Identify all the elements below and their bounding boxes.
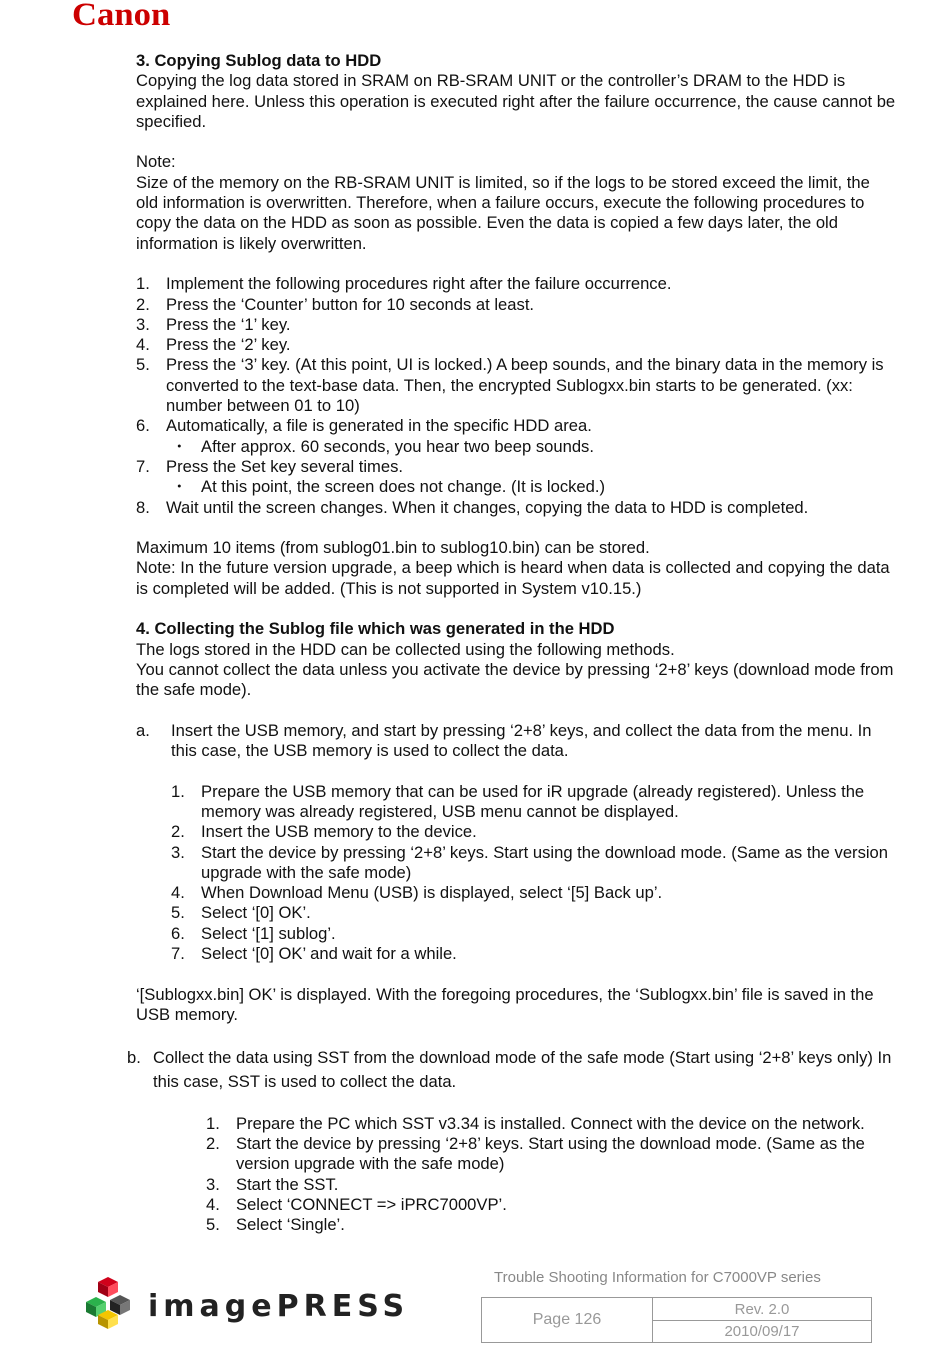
section-3-heading: 3. Copying Sublog data to HDD (136, 51, 382, 70)
list-item: 1. Prepare the USB memory that can be used for iR upgrade (already registered). Unless the memory was already registered, USB menu cannot be displayed. (171, 781, 865, 821)
list-item: 6. Automatically, a file is generated in the specific HDD area. (136, 416, 592, 436)
document-body (127, 51, 896, 1236)
list-item: 3. Press the ‘1’ key. (136, 314, 291, 334)
note-text: Size of the memory on the RB-SRAM UNIT is limited, so if the logs to be stored exceed the limit, the old information is overwritten. Therefore, when a failure occurs, execute the following procedures to copy the data on the HDD as soon as possible. Even the data is copied a few days later, the old information is likely overwritten. (136, 172, 870, 253)
canon-logo: Canon (72, 0, 171, 33)
imagepress-logo (86, 1275, 426, 1330)
list-item: 5. Press the ‘3’ key. (At this point, UI is locked.) A beep sounds, and the binary data in the memory is converted to the text-base data. Then, the encrypted Sublogxx.bin starts to be generated. (xx: number between 01 to 10) (136, 355, 884, 416)
list-item: 2. Start the device by pressing ‘2+8’ keys. Start using the download mode. (Same as the version upgrade with the safe mode) (206, 1134, 865, 1174)
bullet-item: ・ After approx. 60 seconds, you hear two beep sounds. (171, 436, 594, 456)
footer-info-table (481, 1297, 872, 1343)
list-item: 2. Insert the USB memory to the device. (171, 822, 477, 842)
section-3-steps (136, 274, 896, 518)
section-3-intro: Copying the log data stored in SRAM on RB-SRAM UNIT or the controller’s DRAM to the HDD is explained here. Unless this operation is executed right after the failure occurrence, the cause cannot be specified. (136, 71, 896, 131)
footer-document-title: Trouble Shooting Information for C7000VP series (494, 1269, 821, 1286)
list-item: 4. Press the ‘2’ key. (136, 335, 291, 355)
method-b: b. Collect the data using SST from the download mode of the safe mode (Start using ‘2+8’ keys only) In this case, SST is used to collect the data. (127, 1047, 892, 1091)
imagepress-wordmark: imagePRESS (148, 1289, 410, 1324)
bullet-item: ・ At this point, the screen does not change. (It is locked.) (171, 477, 606, 497)
method-b-steps (136, 1114, 896, 1236)
section-4-heading: 4. Collecting the Sublog file which was generated in the HDD (136, 619, 615, 639)
section-4-line-2: You cannot collect the data unless you activate the device by pressing ‘2+8’ keys (download mode from the safe mode). (136, 659, 894, 700)
list-item: 4. Select ‘CONNECT => iPRC7000VP’. (206, 1195, 507, 1215)
revision-date: 2010/09/17 (724, 1323, 800, 1340)
list-item: 5. Select ‘[0] OK’. (171, 903, 311, 923)
page-number: Page 126 (482, 1298, 653, 1342)
list-item: 7. Select ‘[0] OK’ and wait for a while. (171, 944, 457, 964)
note-2-text: Note: In the future version upgrade, a beep which is heard when data is collected and copying the data is completed will be added. (This is not supported in System v10.15.) (136, 558, 890, 598)
imagepress-cube-icon (86, 1275, 142, 1330)
list-item: 4. When Download Menu (USB) is displayed, select ‘[5] Back up’. (171, 883, 663, 903)
max-items-text: Maximum 10 items (from sublog01.bin to sublog10.bin) can be stored. (136, 538, 650, 558)
list-item: 2. Press the ‘Counter’ button for 10 seconds at least. (136, 294, 535, 314)
method-a: a. Insert the USB memory, and start by pressing ‘2+8’ keys, and collect the data from the menu. In this case, the USB memory is used to collect the data. (136, 720, 872, 761)
list-item: 3. Start the device by pressing ‘2+8’ keys. Start using the download mode. (Same as the version upgrade with the safe mode) (171, 842, 889, 882)
list-item: 7. Press the Set key several times. (136, 456, 404, 476)
revision: Rev. 2.0 (653, 1298, 871, 1321)
list-item: 6. Select ‘[1] sublog’. (171, 923, 336, 943)
list-item: 5. Select ‘Single’. (206, 1215, 345, 1235)
method-a-result: ‘[Sublogxx.bin] OK’ is displayed. With the foregoing procedures, the ‘Sublogxx.bin’ file is saved in the USB memory. (136, 984, 874, 1024)
note-label: Note: (136, 152, 176, 172)
list-item: 1. Implement the following procedures right after the failure occurrence. (136, 274, 672, 294)
section-4-line-1: The logs stored in the HDD can be collected using the following methods. (136, 639, 675, 659)
method-a-steps (136, 782, 896, 965)
list-item: 3. Start the SST. (206, 1174, 339, 1194)
list-item: 8. Wait until the screen changes. When it changes, copying the data to HDD is completed. (136, 497, 809, 517)
list-item: 1. Prepare the PC which SST v3.34 is installed. Connect with the device on the network. (206, 1113, 865, 1133)
